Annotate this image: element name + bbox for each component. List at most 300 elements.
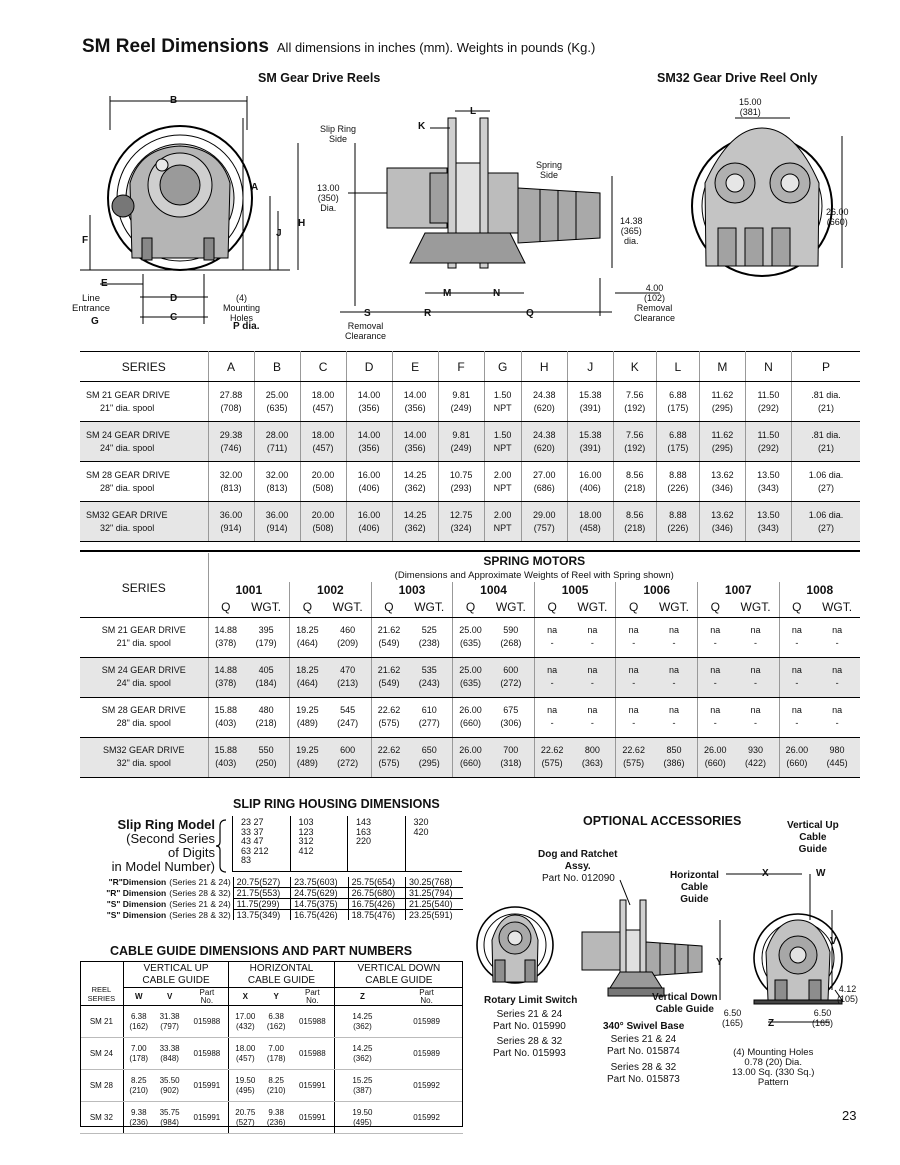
- mm-value: (175): [667, 442, 689, 453]
- dimension-cell: [208, 422, 254, 462]
- inch-value: 25.00: [265, 389, 289, 400]
- slip-ring-dim-note: (Series 21 & 24): [169, 877, 231, 888]
- cable-guide-cell: [123, 1006, 153, 1038]
- inch-value: 8.88: [669, 469, 687, 480]
- slip-ring-model-number: 412: [298, 845, 314, 856]
- inch-value: .81 dia.: [811, 429, 841, 440]
- mm-value: (362): [404, 482, 426, 493]
- dimension-cell: [300, 382, 346, 422]
- dim-label-a: A: [251, 182, 259, 193]
- slip-ring-dim-label: "S" Dimension: [106, 899, 167, 909]
- q-cell: [779, 617, 814, 657]
- spring-model-1003: 1003: [371, 582, 453, 597]
- dimension-cell: [656, 422, 699, 462]
- dimension-cell: [346, 382, 392, 422]
- cable-guide-cell: [390, 1038, 463, 1070]
- q-inch: 22.62: [377, 705, 401, 715]
- series-cell: [80, 737, 208, 777]
- cable-guide-value: 6.38: [268, 1011, 284, 1021]
- cable-guide-cell: [123, 1070, 153, 1102]
- wgt-lb: 600: [503, 665, 519, 675]
- col-p: P: [791, 352, 860, 382]
- q-inch: na: [547, 625, 558, 635]
- q-inch: na: [628, 665, 639, 675]
- table-row: [83, 910, 463, 921]
- mm-value: (249): [450, 402, 472, 413]
- q-inch: na: [547, 665, 558, 675]
- wgt-lb: 600: [340, 745, 356, 755]
- dim-label-m: M: [443, 288, 452, 299]
- q-cell: [779, 697, 814, 737]
- q-cell: [534, 697, 569, 737]
- dia-13-label: 13.00 (350) Dia.: [317, 183, 340, 213]
- q-inch: 19.25: [296, 705, 319, 715]
- wgt-cell: [325, 657, 371, 697]
- q-cell: [616, 657, 651, 697]
- q-inch: na: [547, 705, 558, 715]
- q-mm: (403): [215, 718, 237, 728]
- inch-value: 20.00: [311, 509, 335, 520]
- mm-value: (249): [450, 442, 472, 453]
- inch-value: 2.00: [493, 469, 512, 480]
- inch-value: 12.75: [449, 509, 473, 520]
- inch-value: 15.38: [579, 429, 602, 440]
- mm-value: (686): [533, 482, 555, 493]
- wgt-kg: -: [590, 678, 594, 688]
- dimension-cell: [346, 422, 392, 462]
- cable-guide-mm: (162): [129, 1021, 149, 1031]
- mm-value: (508): [312, 482, 334, 493]
- slip-ring-model-line2: (Second Series: [126, 831, 215, 846]
- dimension-cell: [656, 502, 699, 542]
- wgt-kg: -: [590, 718, 594, 728]
- wgt-kg: (243): [418, 678, 440, 688]
- series-cell: [80, 382, 208, 422]
- q-inch: 26.00: [704, 745, 727, 755]
- cable-guide-cell: [229, 1070, 262, 1102]
- spring-model-1005: 1005: [534, 582, 616, 597]
- dimension-cell: [208, 462, 254, 502]
- sm32-header: SM32 Gear Drive Reel Only: [657, 71, 818, 85]
- sm32-width-label: 15.00 (381): [739, 97, 762, 117]
- cable-guide-cell: [261, 1102, 291, 1134]
- dim-label-l: L: [470, 106, 477, 117]
- col-d: D: [346, 352, 392, 382]
- cable-guide-cell: [390, 1102, 463, 1134]
- slip-ring-dim-value: 21.25(540): [406, 899, 463, 910]
- table-row: [80, 697, 860, 737]
- cable-guide-value: 14.25: [352, 1043, 373, 1053]
- dimension-cell: [521, 502, 567, 542]
- table-row: [83, 899, 463, 910]
- cable-guide-mm: (178): [266, 1053, 286, 1063]
- spring-model-1002: 1002: [290, 582, 372, 597]
- cable-guide-value: 7.00: [130, 1043, 147, 1053]
- q-cell: [779, 657, 814, 697]
- cable-guide-cell: [186, 1102, 229, 1134]
- cable-guide-mm: (495): [235, 1085, 255, 1095]
- q-mm: -: [795, 718, 799, 728]
- dimension-cell: [567, 502, 613, 542]
- q-mm: (378): [215, 678, 237, 688]
- col-h: H: [521, 352, 567, 382]
- q-cell: [453, 697, 488, 737]
- wgt-cell: [406, 737, 452, 777]
- inch-value: 18.00: [579, 509, 602, 520]
- q-inch: 25.00: [459, 665, 482, 675]
- wgt-cell: [569, 617, 615, 657]
- wgt-column-header: WGT.: [488, 597, 534, 617]
- q-inch: 18.25: [296, 625, 319, 635]
- mm-value: (192): [624, 442, 646, 453]
- dimension-cell: [208, 382, 254, 422]
- slip-ring-dim-value: 25.75(654): [348, 877, 405, 888]
- mm-value: (711): [266, 442, 288, 453]
- wgt-cell: [651, 737, 697, 777]
- spool-size: 21" dia. spool: [100, 402, 155, 413]
- cable-guide-cell: [123, 1102, 153, 1134]
- cable-guide-cell: [154, 1102, 186, 1134]
- q-mm: (464): [296, 638, 318, 648]
- table-row: [80, 1038, 463, 1070]
- col-b: B: [254, 352, 300, 382]
- wgt-cell: [243, 617, 289, 657]
- dia-14-label: 14.38 (365) dia.: [620, 216, 643, 246]
- mm-value: (914): [220, 522, 242, 533]
- q-column-header: Q: [697, 597, 732, 617]
- series-cell: [80, 422, 208, 462]
- dimension-cell: [254, 502, 300, 542]
- slip-ring-model-group: [347, 816, 405, 871]
- slip-ring-model-number: 143: [356, 817, 372, 827]
- wgt-cell: [243, 657, 289, 697]
- slip-ring-dim-value: 14.75(375): [291, 899, 348, 910]
- wgt-lb: na: [750, 625, 761, 635]
- series-cell: [80, 617, 208, 657]
- wgt-cell: [814, 697, 860, 737]
- q-mm: -: [632, 678, 636, 688]
- q-column-header: Q: [779, 597, 814, 617]
- mm-value: (293): [450, 482, 472, 493]
- acc-label-x: X: [762, 868, 769, 879]
- mm-value: (356): [404, 402, 426, 413]
- cable-guide-cell: [261, 1006, 291, 1038]
- spring-model-1008: 1008: [806, 582, 834, 597]
- mm-value: (343): [757, 522, 779, 533]
- wgt-cell: [325, 617, 371, 657]
- col-e: E: [392, 352, 438, 382]
- series-name: SM32 GEAR DRIVE: [86, 509, 168, 520]
- side-view-drawing: [387, 118, 600, 268]
- removal-clearance-s-label: Removal Clearance: [345, 321, 387, 341]
- inch-value: 16.00: [357, 509, 381, 520]
- inch-value: 1.06 dia.: [808, 469, 844, 480]
- cable-guide-mm: (236): [129, 1117, 149, 1127]
- wgt-cell: [488, 657, 534, 697]
- wgt-lb: 930: [748, 745, 764, 755]
- series-cell: [80, 462, 208, 502]
- title-subtitle: All dimensions in inches (mm). Weights in pounds (Kg.): [276, 40, 596, 55]
- wgt-cell: [733, 697, 779, 737]
- q-mm: (489): [296, 758, 318, 768]
- spring-table-title: SPRING MOTORS: [483, 554, 586, 568]
- slip-ring-dim-value: 24.75(629): [291, 888, 348, 899]
- cable-guide-col-header: Part No.: [390, 988, 463, 1006]
- dim-label-c: C: [170, 312, 178, 323]
- mm-value: (21): [817, 442, 834, 453]
- wgt-kg: -: [754, 638, 758, 648]
- cable-guide-value: 35.75: [159, 1107, 180, 1117]
- col-c: C: [300, 352, 346, 382]
- series-cell: [80, 697, 208, 737]
- col-n: N: [745, 352, 791, 382]
- wgt-lb: na: [587, 705, 598, 715]
- inch-value: 28.00: [265, 429, 289, 440]
- wgt-lb: 650: [421, 745, 437, 755]
- mm-value: (362): [404, 522, 426, 533]
- slip-ring-model-number: 43 47: [241, 836, 264, 846]
- inch-value: 13.50: [757, 469, 780, 480]
- wgt-column-header: WGT.: [243, 597, 289, 617]
- spring-series-label: SERIES: [80, 553, 208, 597]
- col-l: L: [656, 352, 699, 382]
- cable-guide-col-header: W: [123, 988, 153, 1006]
- q-inch: 21.62: [377, 625, 401, 635]
- q-column-header: Q: [371, 597, 406, 617]
- col-a: A: [208, 352, 254, 382]
- wgt-column-header: WGT.: [814, 597, 860, 617]
- slip-ring-model-number: 312: [298, 836, 314, 846]
- swivel-base-a: Series 21 & 24 Part No. 015874: [607, 1034, 680, 1057]
- cable-guide-cell: [334, 1102, 390, 1134]
- table-row: [80, 382, 860, 422]
- slip-ring-model-number: 420: [413, 826, 429, 837]
- mm-value: (295): [711, 442, 733, 453]
- q-cell: [697, 657, 732, 697]
- slip-ring-dim-label: "S" Dimension: [106, 909, 167, 920]
- slip-ring-dim-note: (Series 28 & 32): [169, 888, 231, 898]
- dimension-cell: [567, 422, 613, 462]
- cable-guide-col-header: Y: [261, 988, 291, 1006]
- wgt-kg: (218): [255, 718, 277, 728]
- series-cell: [80, 657, 208, 697]
- spool-size: 24" dia. spool: [100, 442, 155, 453]
- mm-value: (356): [358, 442, 380, 453]
- slip-ring-dim-value: 11.75(299): [233, 899, 290, 910]
- inch-value: 11.62: [711, 429, 734, 440]
- inch-value: 7.56: [626, 389, 644, 400]
- cable-guide-group-header: HORIZONTAL CABLE GUIDE: [229, 962, 334, 988]
- q-cell: [453, 617, 488, 657]
- mm-value: (27): [817, 522, 834, 533]
- cable-guide-group-header: VERTICAL UP CABLE GUIDE: [123, 962, 228, 988]
- cable-guide-table: [80, 961, 463, 1134]
- mm-value: (813): [220, 482, 242, 493]
- q-cell: [697, 697, 732, 737]
- reel-series-cell: SM 28: [80, 1070, 123, 1102]
- table-row: [80, 737, 860, 777]
- slip-ring-dim-value: 30.25(768): [406, 877, 463, 888]
- slip-ring-model-number: 23 27: [241, 817, 264, 827]
- reel-series-cell: SM 21: [80, 1006, 123, 1038]
- q-inch: 22.62: [377, 745, 401, 755]
- spring-side-label: Spring Side: [536, 160, 563, 180]
- inch-value: 29.00: [532, 509, 556, 520]
- slip-ring-dim-value: 26.75(680): [348, 888, 405, 899]
- wgt-lb: 470: [340, 665, 356, 675]
- cable-guide-group-header: VERTICAL DOWN CABLE GUIDE: [334, 962, 463, 988]
- wgt-kg: (268): [500, 638, 522, 648]
- slip-ring-dim-value: 13.75(349): [233, 910, 290, 921]
- wgt-cell: [733, 657, 779, 697]
- cable-guide-value: 015988: [193, 1016, 221, 1026]
- dimension-cell: [613, 502, 656, 542]
- q-mm: (635): [460, 638, 482, 648]
- dim-label-j: J: [276, 228, 282, 239]
- wgt-column-header: WGT.: [651, 597, 697, 617]
- inch-value: 8.56: [626, 509, 644, 520]
- cable-guide-cell: [261, 1070, 291, 1102]
- wgt-kg: (250): [255, 758, 277, 768]
- q-cell: [208, 697, 243, 737]
- series-name: SM 28 GEAR DRIVE: [86, 469, 171, 480]
- q-cell: [616, 617, 651, 657]
- cable-guide-value: 015991: [298, 1112, 326, 1122]
- dimension-cell: [521, 462, 567, 502]
- q-inch: na: [628, 705, 639, 715]
- cable-guide-cell: [186, 1070, 229, 1102]
- cable-guide-cell: [229, 1006, 262, 1038]
- wgt-kg: (422): [745, 758, 767, 768]
- dimension-cell: [392, 382, 438, 422]
- col-g: G: [484, 352, 521, 382]
- q-column-header: Q: [208, 597, 243, 617]
- wgt-lb: 800: [584, 745, 600, 755]
- wgt-lb: na: [668, 665, 679, 675]
- wgt-kg: (386): [663, 758, 685, 768]
- q-cell: [779, 737, 814, 777]
- q-mm: (660): [786, 758, 808, 768]
- inch-value: 15.38: [579, 389, 602, 400]
- wgt-cell: [488, 697, 534, 737]
- q-mm: (660): [460, 718, 482, 728]
- dimension-cell: [392, 502, 438, 542]
- vertical-up-guide-label: Vertical Up Cable Guide: [787, 820, 839, 855]
- slip-ring-dim-value: 23.75(603): [291, 877, 348, 888]
- slip-ring-model-number: 163: [356, 826, 372, 837]
- sm32-view-drawing: [692, 128, 832, 276]
- mm-value: (346): [711, 522, 733, 533]
- cable-guide-value: 8.25: [268, 1075, 284, 1085]
- q-mm: -: [795, 678, 799, 688]
- inch-value: 20.00: [311, 469, 335, 480]
- cable-guide-mm: (527): [235, 1117, 255, 1127]
- q-inch: na: [791, 705, 802, 715]
- cable-guide-cell: [334, 1070, 390, 1102]
- spool-size: 32" dia. spool: [116, 758, 171, 768]
- wgt-lb: na: [587, 625, 598, 635]
- cable-guide-value: 7.00: [268, 1043, 284, 1053]
- reel-series-header: REEL SERIES: [80, 962, 123, 1006]
- dim-label-g: G: [91, 316, 99, 327]
- inch-value: 6.88: [669, 429, 687, 440]
- q-cell: [208, 737, 243, 777]
- page-title: [82, 36, 595, 58]
- table-row: [83, 877, 463, 888]
- table-row: [80, 657, 860, 697]
- wgt-kg: -: [672, 638, 676, 648]
- mm-value: (27): [817, 482, 834, 493]
- dim-label-h: H: [298, 218, 306, 229]
- mm-value: (295): [711, 402, 733, 413]
- inch-value: 9.81: [452, 389, 470, 400]
- swivel-base-b: Series 28 & 32 Part No. 015873: [607, 1062, 680, 1085]
- mm-value: NPT: [493, 482, 512, 493]
- inch-value: 13.62: [711, 509, 734, 520]
- q-cell: [616, 737, 651, 777]
- cable-guide-cell: [123, 1038, 153, 1070]
- cable-guide-value: 18.00: [235, 1043, 256, 1053]
- q-inch: na: [791, 625, 802, 635]
- slip-ring-title: SLIP RING HOUSING DIMENSIONS: [233, 797, 440, 811]
- horizontal-guide-label: Horizontal Cable Guide: [670, 870, 719, 905]
- slip-ring-dim-label-cell: [83, 899, 233, 910]
- wgt-lb: 675: [503, 705, 519, 715]
- dimension-cell: [745, 382, 791, 422]
- mm-value: (406): [358, 482, 380, 493]
- dog-ratchet-label: Dog and Ratchet Assy.: [538, 849, 618, 872]
- slip-ring-dim-note: (Series 21 & 24): [169, 899, 231, 909]
- q-column-header: Q: [534, 597, 569, 617]
- inch-value: 14.00: [357, 389, 381, 400]
- wgt-cell: [569, 657, 615, 697]
- dimension-cell: [346, 502, 392, 542]
- cable-guide-cell: [186, 1038, 229, 1070]
- slip-ring-model-number: 123: [298, 826, 314, 837]
- q-cell: [371, 737, 406, 777]
- dimension-cell: [656, 382, 699, 422]
- q-mm: (403): [215, 758, 237, 768]
- wgt-cell: [569, 737, 615, 777]
- q-cell: [290, 617, 325, 657]
- slip-ring-model-number: 63 212: [241, 845, 269, 856]
- q-mm: -: [713, 718, 717, 728]
- cable-guide-cell: [291, 1006, 334, 1038]
- series-name: SM 21 GEAR DRIVE: [86, 389, 171, 400]
- col-series: SERIES: [80, 352, 208, 382]
- q-mm: -: [550, 718, 554, 728]
- q-mm: (575): [378, 758, 400, 768]
- mm-value: (406): [358, 522, 380, 533]
- q-mm: -: [550, 678, 554, 688]
- vertical-down-guide-label: Vertical Down Cable Guide: [652, 992, 718, 1015]
- dimension-cell: [656, 462, 699, 502]
- q-inch: na: [628, 625, 639, 635]
- cable-guide-mm: (210): [129, 1085, 149, 1095]
- cable-guide-col-header: Z: [334, 988, 390, 1006]
- slip-ring-model-grid: [232, 816, 462, 872]
- mm-value: NPT: [493, 442, 512, 453]
- dim-6-50-right: 6.50 (165): [812, 1008, 834, 1028]
- mm-value: (324): [450, 522, 472, 533]
- inch-value: 13.62: [711, 469, 734, 480]
- wgt-lb: 460: [340, 625, 356, 635]
- inch-value: 14.25: [403, 469, 427, 480]
- cable-guide-value: 9.38: [268, 1107, 284, 1117]
- dimension-cell: [745, 422, 791, 462]
- wgt-kg: -: [590, 638, 594, 648]
- dimension-cell: [484, 422, 521, 462]
